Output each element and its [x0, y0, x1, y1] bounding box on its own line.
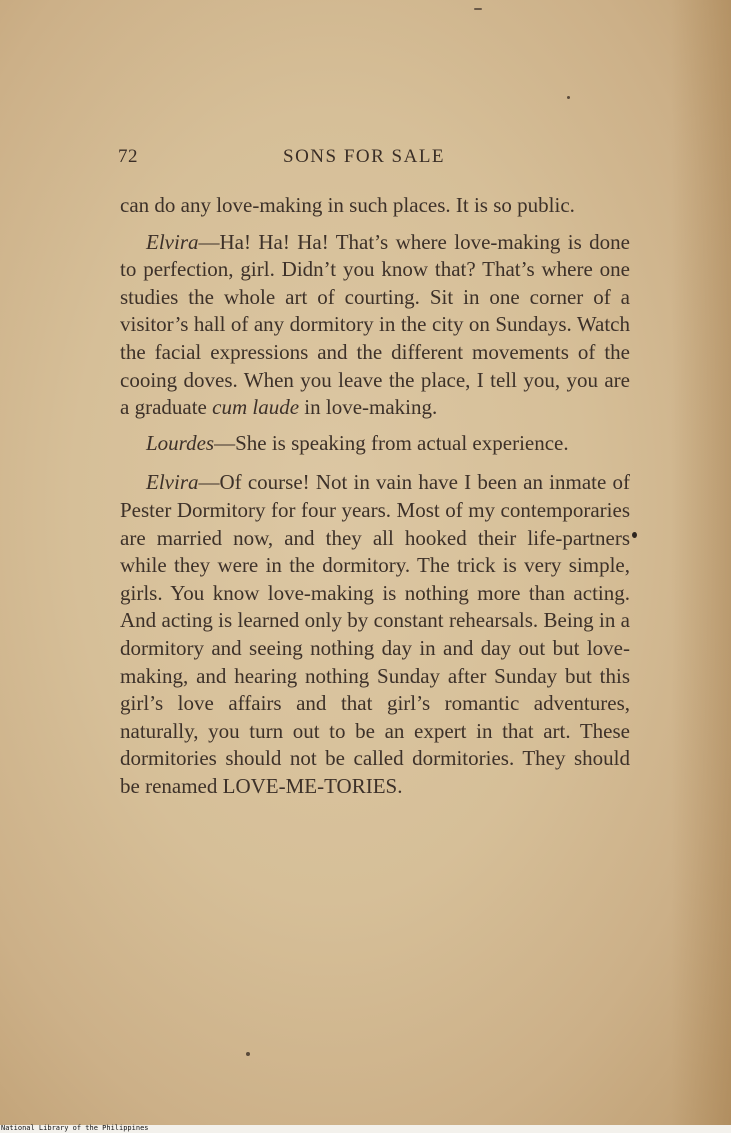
speaker-name: Elvira: [146, 470, 199, 495]
speaker-name: Elvira: [146, 229, 199, 254]
library-credit: National Library of the Philippines: [1, 1124, 149, 1132]
dialogue-paragraph: [120, 229, 630, 422]
speaker-name: Lourdes: [146, 430, 215, 455]
ink-speck: [474, 8, 482, 10]
page-edge-shadow: [671, 0, 731, 1125]
paragraph-text: —She is speaking from actual experience.: [214, 430, 569, 455]
page-number: 72: [118, 146, 138, 167]
body-text: [120, 192, 630, 800]
emphasis-text: cum laude: [212, 395, 300, 420]
running-header: [118, 146, 630, 172]
ink-speck: [246, 1052, 250, 1056]
paragraph-text: —Ha! Ha! Ha! That’s where love-making is done to perfection, girl. Didn’t you know that? That’s where one studies the whole art of courting. Sit in one corner of a visitor’s hall of any dormitory in the city on Sundays. Watch the facial expressions and the different movements of the cooing doves. When you leave the place, I tell you, you are a graduate: [120, 229, 630, 420]
dialogue-paragraph: [120, 469, 630, 800]
ink-speck: [632, 532, 637, 538]
ink-speck: [567, 96, 570, 99]
paragraph-text: —Of course! Not in vain have I been an inmate of Pester Dormitory for four years. Most of my contemporaries are married now, and they all hooked their life-partners while they were in the dormitory. The trick is very simple, girls. You know love-making is nothing more than acting. And acting is learned only by constant rehearsals. Being in a dormitory and seeing nothing day in and day out but love-making, and hearing nothing Sunday after Sunday but this girl’s love affairs and that girl’s romantic adventures, naturally, you turn out to be an expert in that art. These dormitories should not be called dormitories. They should be renamed LOVE-ME-TORIES.: [120, 470, 630, 798]
paragraph-text-after: in love-making.: [299, 395, 438, 420]
dialogue-paragraph: [120, 430, 630, 458]
paragraph-text: can do any love-making in such places. It is so public.: [120, 193, 575, 217]
paragraph-continuation: [120, 192, 630, 220]
running-title: SONS FOR SALE: [283, 146, 446, 167]
